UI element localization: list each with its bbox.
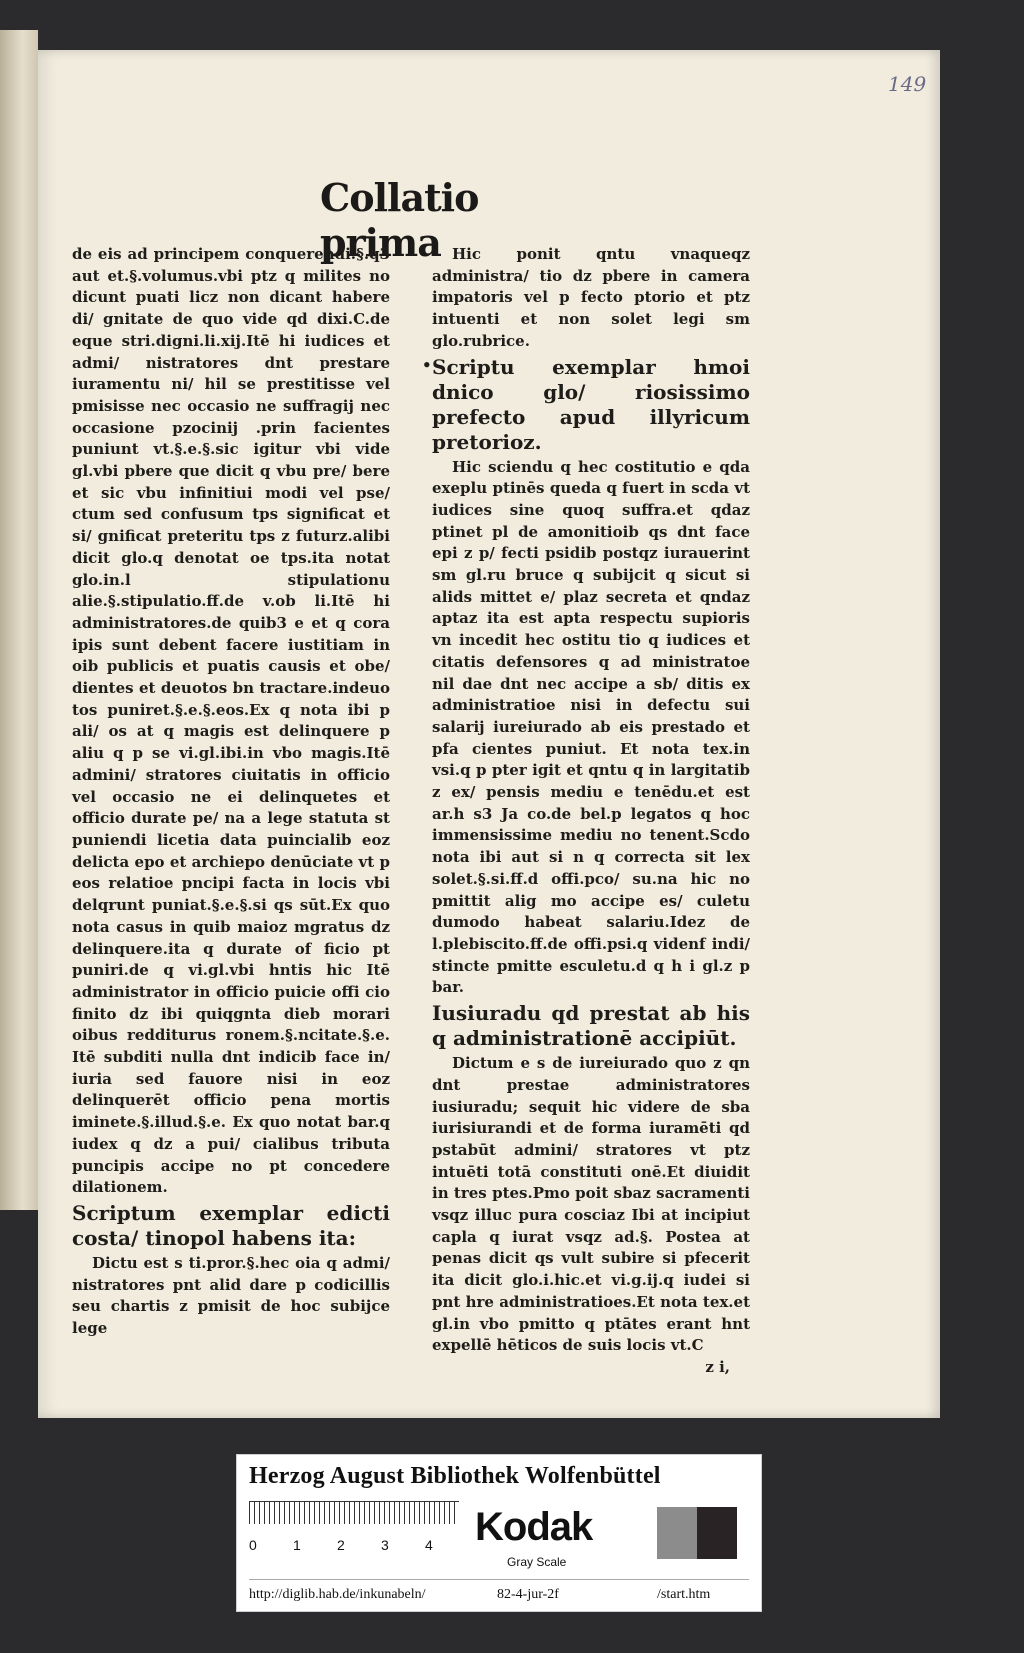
ruler-number: 0: [249, 1537, 257, 1553]
right-text-column: [422, 244, 750, 1379]
folio-number: 149: [888, 72, 927, 96]
shelfmark: 82-4-jur-2f: [497, 1587, 559, 1602]
right-paragraph-2: Hic sciendu q hec costitutio e qda exeplu ptinēs queda q fuert in scda vt iudices sine quoq suffra.et qdaz ptinet pl de amonitioib qs dnt face epi z p/ fecti psidib postqz iurauerint sm gl.ru bruce q subijcit q sicut si alids mittet e/ plaz secreta et qndaz aptaz ita est apta respectu supioris vn incedit hec ostitu tio q iudices et citatis defensores q ad ministratoe nil dae dnt nec accipe a sb/ ditis ex administratioe nisi in defectu sui salarij iureiurado ab eis prestado et pfa cientes puniut. Et nota tex.in vsi.q p pter igit et qntu q in largitatib z ex/ pensis mediu e tenēdu.et est ar.h s3 Ja co.de bel.p legatos q hoc immensissime mediu no tenent.Scdo nota ibi aut si n q correcta sit lex solet.§.si.ff.d offi.pco/ su.na hic no pmittit alig mo accipe es/ culetu dumodo habeat salariu.Idez de l.plebiscito.ff.de offi.psi.q videnf indi/ stincte pmitte esculetu.d q h i gl.z p bar.: [432, 457, 750, 997]
library-title: Herzog August Bibliothek Wolfenbüttel: [249, 1463, 661, 1489]
left-rubric: Scriptum exemplar edicti costa/ tinopol habens ita:: [72, 1200, 390, 1250]
left-text-column: [72, 244, 390, 1340]
right-rubric-2: Iusiuradu qd prestat ab his q administrationē accipiūt.: [432, 1001, 750, 1051]
gray-patch-dark: [697, 1507, 737, 1559]
right-rubric-1: Scriptu exemplar hmoi dnico glo/ riosissimo prefecto apud illyricum pretorioz.: [432, 354, 750, 454]
bullet-mark-icon: •: [422, 355, 432, 374]
ruler-number: 4: [425, 1537, 433, 1553]
ruler-number: 1: [293, 1537, 301, 1553]
start-page-link: /start.htm: [657, 1587, 711, 1602]
ruler-number: 2: [337, 1537, 345, 1553]
signature-mark: z i,: [705, 1357, 730, 1376]
digital-library-url: http://diglib.hab.de/inkunabeln/: [249, 1587, 426, 1602]
gray-scale-label: Gray Scale: [507, 1555, 567, 1569]
color-calibration-card: [236, 1454, 762, 1612]
gray-patch-mid: [657, 1507, 697, 1559]
ruler-scale: [249, 1501, 459, 1536]
right-paragraph-3: Dictum e s de iureiurado quo z qn dnt prestae administratores iusiuradu; sequit hic videre de sba iurisiurandi et de forma iuramēti qd pstabūt admini/ stratores vt ptz intuēti totā constituti onē.Et diuidit in tres ptes.Pmo poit sbaz sacramenti vsqz illuc pura cosciaz Ibi at incipiut capla q iurat vsqz ad.§. Postea at penas dicit qs vult subire si pfecerit ita dicit glo.i.hic.et vi.g.ij.q iudei si pnt hre administratioes.Et nota tex.et gl.in vbo pmitto q ptātes erant hnt expellē hēticos de suis locis vt.C: [432, 1054, 750, 1355]
left-paragraph-1: de eis ad principem conquerendi.§.q3 aut et.§.volumus.vbi ptz q milites no dicunt puati licz non dicant habere di/ gnitate de quo vide qd dixi.C.de eque stri.digni.li.xij.Itē hi iudices et admi/ nistratores dnt prestare iuramentu ni/ hil se prestitisse vel pmisisse nec occasio ne suffragij nec occasione pzocinij .prin facientes puniunt vt.§.e.§.sic igitur vbi vide gl.vbi pbere que dicit q vbu pre/ bere et sic vbu infinitiui modi vel pse/ ctum sed confusum tps significat et si/ gnificat preteritu tps z futurz.alibi dicit glo.q denotat oe tps.ita notat glo.in.l stipulationu alie.§.stipulatio.ff.de v.ob li.Itē hi administratores.de quib3 e et q cora ipis sunt debent facere iustitiam in oib publicis et puatis causis et obe/ dientes et deuotos bn tractare.indeuo tos puniret.§.e.§.eos.Ex q nota ibi p ali/ os at q magis est delinquere p aliu q p se vi.gl.ibi.in vbo magis.Itē admini/ stratores ciuitatis in officio vel occasio ne ei delinquetes et officio durate pe/ na a lege statuta st puniendi licetia data puincialib eoz delicta epo et archiepo denūciate vt p eos relatioe pncipi facta in locis vbi delqrunt puniat.§.e.§.si qs sūt.Ex quo nota casus in quib maioz mgratus dz delinquere.ita q durate of ficio pt puniri.de q vi.gl.vbi hntis hic Itē administrator in officio puicie offi cio finito dz ibi quiqgnta dieb morari oibus redditurus ronem.§.ncitate.§.e. Itē subditi nulla dnt indicib face in/ iuria sed fauore nisi in eoz delinquerēt officio pena mortis iminete.§.illud.§.e. Ex quo notat bar.q iudex q dz a pui/ cialibus tributa puncipis accipe no pt concedere dilationem.: [72, 245, 390, 1197]
left-paragraph-2: Dictu est s ti.pror.§.hec oia q admi/ nistratores pnt alid dare p codicillis seu chartis z pmisit de hoc subijce lege: [72, 1253, 390, 1338]
adjacent-page-edge: [0, 30, 38, 1210]
kodak-logo: Kodak: [475, 1505, 593, 1549]
page-heading: Collatio prima: [320, 175, 479, 265]
ruler-number: 3: [381, 1537, 389, 1553]
divider: [249, 1579, 749, 1580]
right-paragraph-1: Hic ponit qntu vnaqueqz administra/ tio dz pbere in camera impatoris vel p fecto ptorio et ptz intuenti et non solet legi sm glo.rubrice.: [432, 245, 750, 350]
